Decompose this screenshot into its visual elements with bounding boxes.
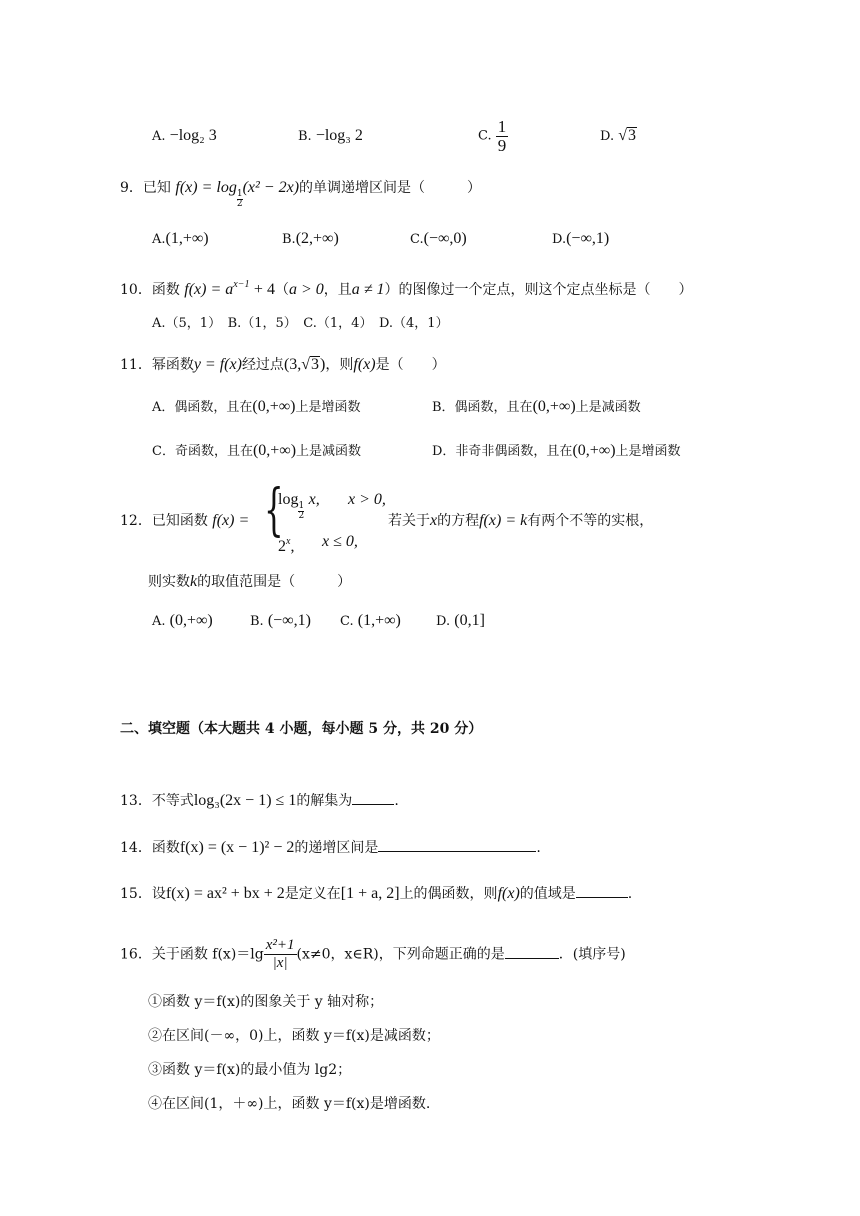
question-text: 上的偶函数，则 <box>399 886 498 902</box>
question-number: 11． <box>120 357 152 373</box>
question-text: 的方程 <box>437 513 480 529</box>
question-text: 不等式 <box>151 793 194 809</box>
q11-option-c <box>152 441 361 462</box>
question-text: ，且 <box>323 282 352 298</box>
exponent: x−1 <box>233 279 250 290</box>
math-expression: f(x) = (x − 1)² − 2 <box>179 839 295 856</box>
fraction-denominator: |x| <box>272 955 288 971</box>
fraction-numerator: 1 <box>497 117 507 136</box>
log-function: log <box>278 491 299 508</box>
option-label: D. <box>600 129 615 144</box>
math-expression: (x² − 2x) <box>242 179 300 196</box>
math-expression: f(x) <box>353 356 376 373</box>
interval: [1 + a, 2] <box>340 885 400 902</box>
variable: k <box>190 573 198 590</box>
question-12-tail <box>388 511 653 531</box>
interval: (0,+∞) <box>572 442 616 459</box>
option-value: (1,+∞) <box>165 230 209 247</box>
question-text: . <box>536 840 541 856</box>
question-text: 设 <box>151 886 166 902</box>
question-text: 已知函数 <box>151 513 208 529</box>
option-label: C. <box>410 232 424 247</box>
question-12-lead <box>120 511 249 531</box>
answer-blank[interactable] <box>505 958 559 959</box>
math-expression: log₃(2x − 1) ≤ 1 <box>193 792 297 809</box>
question-text: 的单调递增区间是（ ） <box>299 180 482 196</box>
question-text: 的图像过一个定点，则这个定点坐标是（ ） <box>398 282 693 298</box>
interval: (0,+∞) <box>252 398 296 415</box>
option-text: A．偶函数，且在 <box>152 400 253 415</box>
q11-option-b <box>432 397 641 418</box>
question-12-line2 <box>148 572 351 592</box>
piecewise-case-2 <box>278 532 294 557</box>
option-value: (0,1] <box>454 612 485 629</box>
q10-options: A.（5，1） B.（1，5） C.（1，4） D.（4，1） <box>152 316 449 331</box>
question-text: 关于函数 f(x)＝lg <box>151 946 264 963</box>
math-expression: , <box>290 538 295 555</box>
math-expression: 2 <box>278 538 286 555</box>
option-label: B. <box>250 614 264 629</box>
math-expression: f(x) = k <box>479 512 528 529</box>
paren: （ <box>274 282 289 298</box>
q9-option-d <box>552 229 609 250</box>
question-text: ，则 <box>325 357 354 373</box>
question-number: 16． <box>120 946 152 963</box>
option-text: 上是减函数 <box>296 444 362 459</box>
q12-option-a <box>152 611 213 632</box>
fraction-denominator: 9 <box>497 136 507 155</box>
fraction-denominator: 2 <box>298 511 305 521</box>
math-expression: + 4 <box>253 281 275 298</box>
fraction-denominator: 2 <box>236 199 243 209</box>
question-text: 若关于 <box>388 513 430 529</box>
question-text: (x≠0，x∈R)，下列命题正确的是 <box>296 946 505 963</box>
question-number: 9． <box>120 180 143 196</box>
option-value: (−∞,1) <box>566 230 610 247</box>
question-number: 10． <box>120 282 152 298</box>
math-expression: f(x) = ax² + bx + 2 <box>165 885 285 902</box>
question-11 <box>120 355 446 375</box>
q16-item-3: ③函数 y＝f(x)的最小值为 lg2； <box>148 1062 352 1078</box>
condition: x ≤ 0, <box>322 533 358 550</box>
question-text: 的值域是 <box>519 886 576 902</box>
question-text: 的解集为 <box>296 793 353 809</box>
option-label: C. <box>478 128 492 144</box>
q8-option-a <box>152 126 217 147</box>
question-text: 有两个不等的实根， <box>527 513 654 529</box>
option-text: D．非奇非偶函数，且在 <box>432 444 573 459</box>
fraction-numerator: 1 <box>236 189 243 199</box>
question-text: 已知 <box>142 180 171 196</box>
option-value: (−∞,0) <box>423 230 467 247</box>
q11-option-d <box>432 441 681 462</box>
question-14 <box>120 838 541 858</box>
exponent: x <box>286 536 291 547</box>
option-value: (2,+∞) <box>295 230 339 247</box>
piecewise-cond-2 <box>322 532 358 552</box>
section-heading: 二、填空题（本大题共 4 小题，每小题 5 分，共 20 分） <box>120 721 483 737</box>
math-expression: f(x) = a <box>184 281 234 298</box>
sqrt-radicand: 3 <box>311 356 320 373</box>
fraction <box>264 937 297 972</box>
question-text: 的取值范围是（ ） <box>197 574 352 590</box>
math-expression: y = f(x) <box>193 356 242 373</box>
q12-option-c <box>340 611 401 632</box>
q16-item-4: ④在区间(1，＋∞)上，函数 y＝f(x)是增函数. <box>148 1096 431 1112</box>
question-text: 是定义在 <box>284 886 341 902</box>
q8-option-d <box>600 126 637 147</box>
math-expression: f(x) <box>497 885 520 902</box>
question-16 <box>120 937 626 972</box>
option-text: B．偶函数，且在 <box>432 400 533 415</box>
option-math: −log₂ 3 <box>169 127 217 144</box>
interval: (0,+∞) <box>532 398 576 415</box>
log-base-fraction <box>298 502 304 521</box>
option-label: A. <box>152 129 166 144</box>
option-math: −log₃ 2 <box>315 127 363 144</box>
option-label: D. <box>552 232 567 247</box>
option-label: A. <box>152 232 166 247</box>
piecewise-cond-1 <box>348 490 386 510</box>
question-text: . <box>394 793 399 809</box>
sqrt-expression: √3 <box>301 356 320 373</box>
option-label: C. <box>340 614 354 629</box>
q16-item-1: ①函数 y＝f(x)的图象关于 y 轴对称； <box>148 994 384 1010</box>
option-label: B. <box>298 129 312 144</box>
option-text: 上是减函数 <box>575 400 641 415</box>
question-text: 幂函数 <box>151 357 194 373</box>
piecewise-case-1 <box>278 490 320 521</box>
question-number: 12． <box>120 513 152 529</box>
paren: ） <box>384 282 399 298</box>
interval: (0,+∞) <box>252 442 297 459</box>
condition: a ≠ 1 <box>351 281 385 298</box>
math-expression: x, <box>308 491 320 508</box>
answer-blank[interactable] <box>576 897 628 898</box>
option-label: D. <box>436 614 451 629</box>
option-label: A. <box>152 614 166 629</box>
question-15 <box>120 884 632 904</box>
option-value: (−∞,1) <box>267 612 311 629</box>
option-value: (1,+∞) <box>357 612 401 629</box>
q16-item-2: ②在区间(－∞，0)上，函数 y＝f(x)是减函数； <box>148 1028 440 1044</box>
question-9 <box>120 178 481 209</box>
q12-option-b <box>250 611 311 632</box>
q9-option-c <box>410 229 467 250</box>
question-10 <box>120 275 693 300</box>
fraction-numerator: 1 <box>298 501 305 511</box>
point: (3, <box>283 356 302 373</box>
piecewise-brace: { <box>264 478 284 543</box>
question-13 <box>120 791 399 811</box>
answer-blank[interactable] <box>352 804 394 805</box>
option-text: 上是增函数 <box>615 444 681 459</box>
option-text: C．奇函数，且在 <box>152 444 253 459</box>
q8-option-b <box>298 126 363 147</box>
question-number: 15． <box>120 886 152 902</box>
question-text: 则实数 <box>148 574 190 590</box>
question-number: 13． <box>120 793 152 809</box>
point: ) <box>320 356 326 373</box>
question-number: 14． <box>120 840 152 856</box>
fraction-numerator: x²+1 <box>265 937 295 953</box>
option-text: 上是增函数 <box>295 400 361 415</box>
option-label: B. <box>282 232 296 247</box>
option-value: (0,+∞) <box>169 612 213 629</box>
condition: x > 0, <box>348 491 386 508</box>
question-text: 函数 <box>151 840 180 856</box>
q8-option-c <box>478 118 508 155</box>
question-text: 是（ ） <box>375 357 446 373</box>
answer-blank[interactable] <box>378 851 536 852</box>
question-text: 函数 <box>151 282 180 298</box>
variable: x <box>430 512 438 529</box>
q9-option-a <box>152 229 209 250</box>
sqrt-radicand: 3 <box>628 127 637 144</box>
condition: a > 0 <box>288 281 324 298</box>
question-text: . <box>627 886 633 902</box>
math-expression: f(x) = log <box>175 179 237 196</box>
math-expression: f(x) = <box>212 512 250 529</box>
question-text: ．(填序号) <box>558 946 626 963</box>
question-text: 经过点 <box>241 357 284 373</box>
question-text: 的递增区间是 <box>294 840 379 856</box>
q9-option-b <box>282 229 339 250</box>
q11-option-a <box>152 397 361 418</box>
q12-option-d <box>436 611 485 632</box>
sqrt-expression: √3 <box>618 127 637 144</box>
fraction <box>496 118 509 155</box>
